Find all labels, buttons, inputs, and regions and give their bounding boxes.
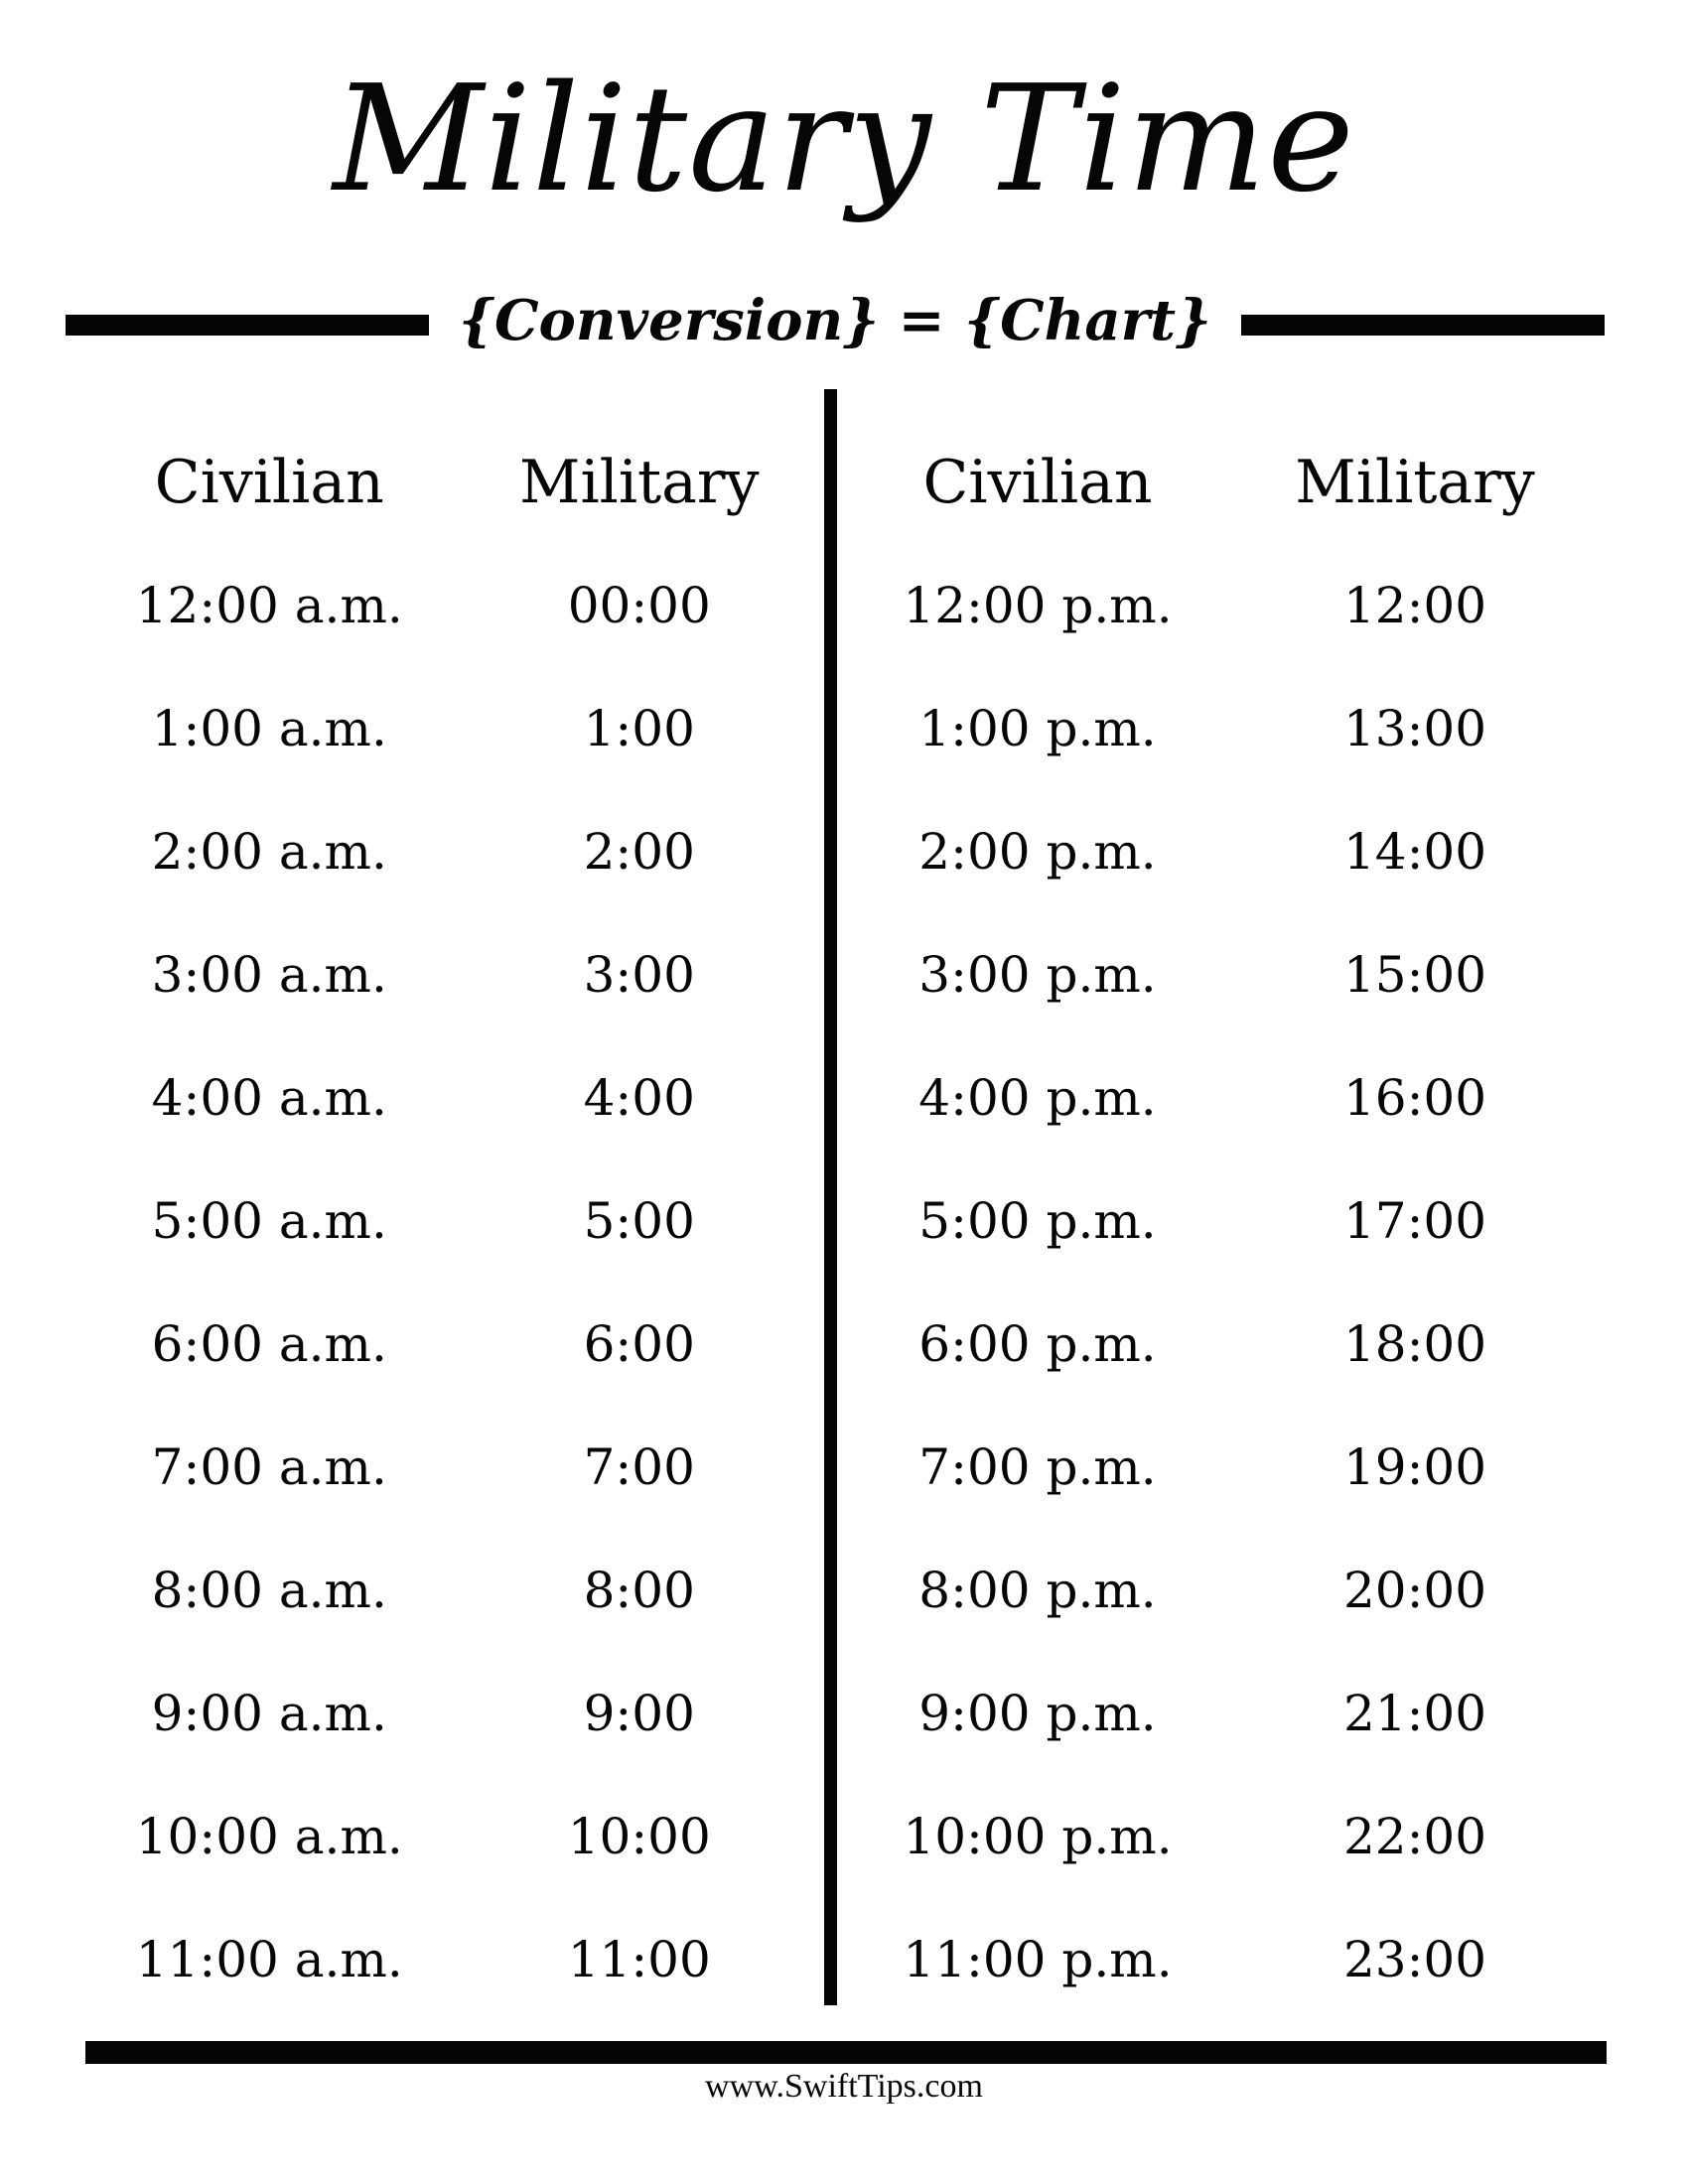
civilian-time: 12:00 p.m. bbox=[903, 577, 1173, 634]
civilian-time: 1:00 p.m. bbox=[918, 700, 1157, 757]
military-time: 9:00 bbox=[583, 1685, 695, 1742]
civilian-time: 2:00 a.m. bbox=[151, 823, 387, 881]
page-title: Military Time bbox=[333, 54, 1355, 224]
am-conversion-table bbox=[84, 421, 824, 2021]
civilian-time: 4:00 p.m. bbox=[918, 1069, 1157, 1127]
civilian-time: 10:00 a.m. bbox=[135, 1808, 403, 1865]
pm-civilian-header: Civilian bbox=[922, 448, 1153, 517]
civilian-time: 3:00 a.m. bbox=[151, 946, 387, 1004]
military-time: 1:00 bbox=[583, 700, 695, 757]
footer-bar bbox=[85, 2041, 1607, 2064]
subtitle-row bbox=[66, 280, 1605, 369]
military-time: 6:00 bbox=[583, 1315, 695, 1373]
subtitle-left-bar bbox=[66, 315, 429, 336]
vertical-divider bbox=[824, 389, 837, 2005]
am-military-header: Military bbox=[519, 448, 760, 517]
military-time: 5:00 bbox=[583, 1192, 695, 1250]
military-time: 22:00 bbox=[1342, 1808, 1487, 1865]
subtitle-right-bar bbox=[1241, 315, 1605, 336]
military-time: 14:00 bbox=[1342, 823, 1487, 881]
military-time: 4:00 bbox=[583, 1069, 695, 1127]
page-subtitle: {Conversion} = {Chart} bbox=[458, 288, 1212, 353]
military-time: 7:00 bbox=[583, 1438, 695, 1496]
civilian-time: 9:00 p.m. bbox=[918, 1685, 1157, 1742]
civilian-time: 7:00 a.m. bbox=[151, 1438, 387, 1496]
military-time: 3:00 bbox=[583, 946, 695, 1004]
civilian-time: 3:00 p.m. bbox=[918, 946, 1157, 1004]
pm-military-header: Military bbox=[1295, 448, 1535, 517]
military-time: 00:00 bbox=[567, 577, 711, 634]
civilian-time: 6:00 p.m. bbox=[918, 1315, 1157, 1373]
military-time: 16:00 bbox=[1342, 1069, 1487, 1127]
civilian-time: 11:00 a.m. bbox=[135, 1931, 403, 1988]
civilian-time: 9:00 a.m. bbox=[151, 1685, 387, 1742]
military-time: 19:00 bbox=[1342, 1438, 1487, 1496]
military-time: 20:00 bbox=[1342, 1562, 1487, 1619]
civilian-time: 12:00 a.m. bbox=[135, 577, 403, 634]
civilian-time: 4:00 a.m. bbox=[151, 1069, 387, 1127]
footer-url: www.SwiftTips.com bbox=[705, 2068, 983, 2105]
civilian-time: 7:00 p.m. bbox=[918, 1438, 1157, 1496]
military-time: 17:00 bbox=[1342, 1192, 1487, 1250]
military-time: 18:00 bbox=[1342, 1315, 1487, 1373]
military-time: 8:00 bbox=[583, 1562, 695, 1619]
military-time: 15:00 bbox=[1342, 946, 1487, 1004]
military-time: 13:00 bbox=[1342, 700, 1487, 757]
civilian-time: 5:00 p.m. bbox=[918, 1192, 1157, 1250]
military-time: 21:00 bbox=[1342, 1685, 1487, 1742]
civilian-time: 6:00 a.m. bbox=[151, 1315, 387, 1373]
civilian-time: 1:00 a.m. bbox=[151, 700, 387, 757]
pm-conversion-table bbox=[849, 421, 1604, 2021]
civilian-time: 11:00 p.m. bbox=[903, 1931, 1173, 1988]
civilian-time: 2:00 p.m. bbox=[918, 823, 1157, 881]
civilian-time: 5:00 a.m. bbox=[151, 1192, 387, 1250]
military-time: 12:00 bbox=[1342, 577, 1487, 634]
civilian-time: 10:00 p.m. bbox=[903, 1808, 1173, 1865]
military-time: 2:00 bbox=[583, 823, 695, 881]
am-civilian-header: Civilian bbox=[154, 448, 384, 517]
military-time: 11:00 bbox=[567, 1931, 711, 1988]
civilian-time: 8:00 p.m. bbox=[918, 1562, 1157, 1619]
civilian-time: 8:00 a.m. bbox=[151, 1562, 387, 1619]
military-time: 10:00 bbox=[567, 1808, 711, 1865]
military-time: 23:00 bbox=[1342, 1931, 1487, 1988]
